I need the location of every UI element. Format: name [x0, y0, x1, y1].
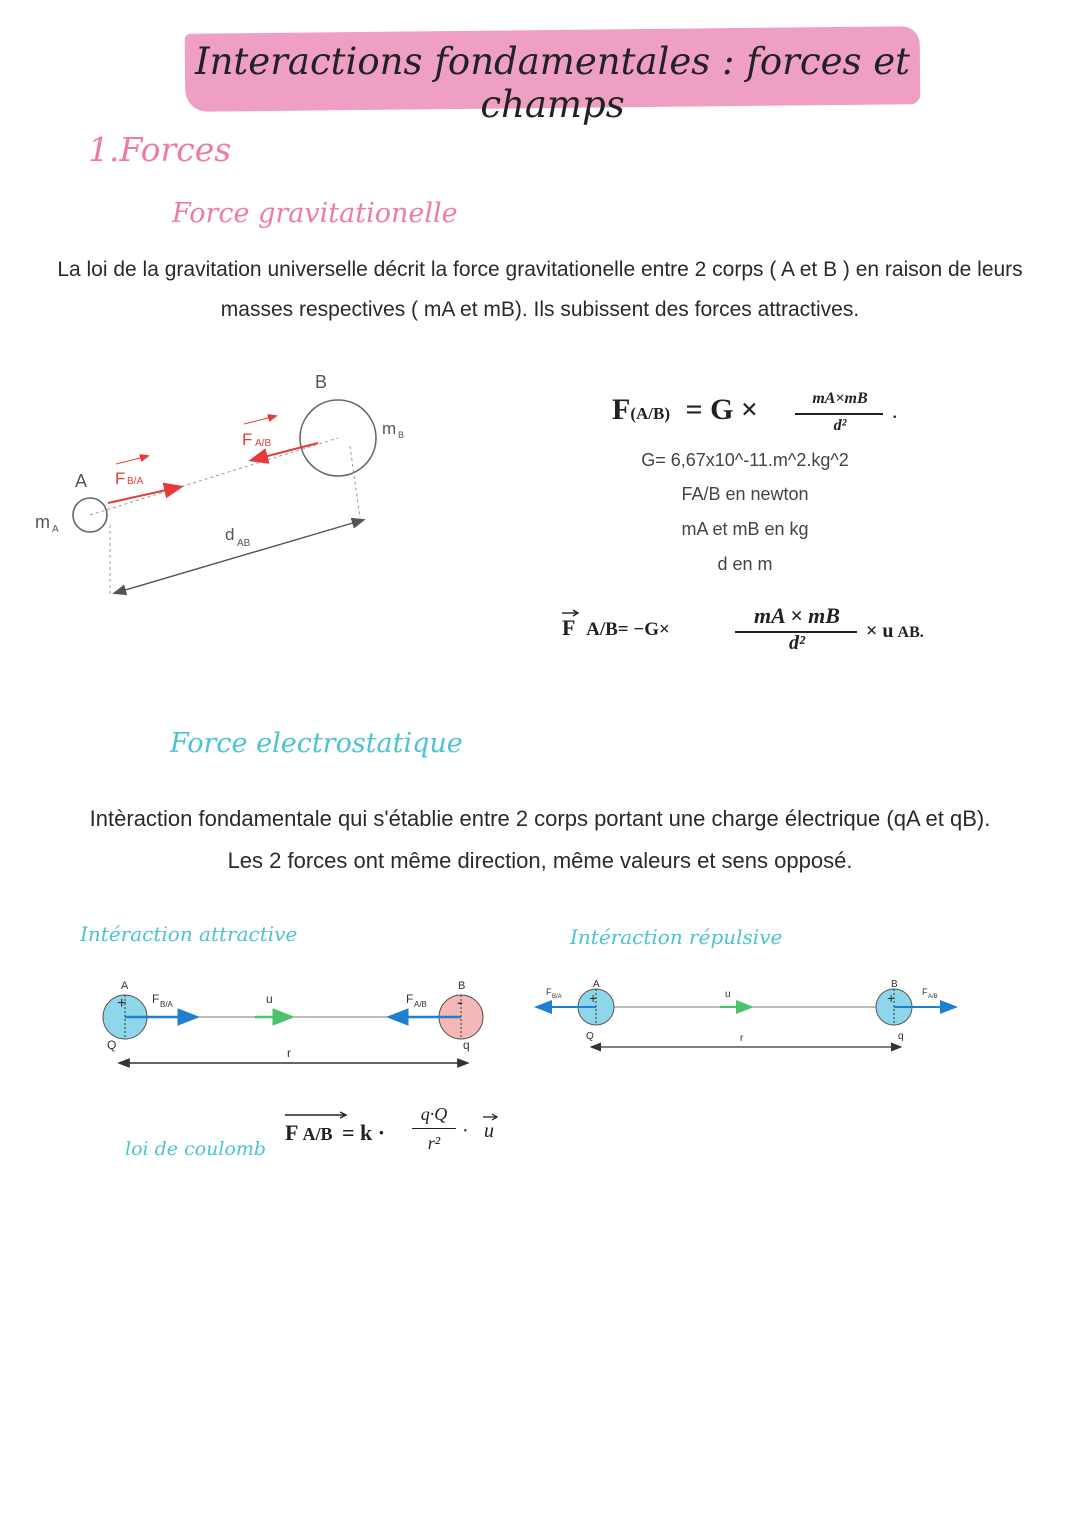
page-title: Interactions fondamentales : forces et champs	[194, 40, 910, 126]
attractive-label-FAB: F	[406, 992, 414, 1006]
vector-arrow-icon	[483, 1113, 499, 1121]
formula1-end: .	[892, 398, 898, 423]
label-F-BA: F	[115, 469, 126, 488]
gravitation-paragraph-line2: masses respectives ( mA et mB). Ils subissent des forces attractives.	[220, 298, 860, 321]
label-F-BA-sub: B/A	[127, 476, 144, 487]
attractive-label-A: A	[121, 980, 129, 992]
rep-label-FAB: F	[922, 987, 928, 997]
attractive-label-q: q	[463, 1038, 470, 1052]
label-mB: m	[382, 419, 397, 438]
vector-arrow-icon	[562, 609, 580, 617]
unit-m: mA et mB en kg	[681, 519, 809, 539]
formula2-tail: × u AB.	[866, 620, 924, 642]
attractive-label-FBA-sub: B/A	[160, 1000, 173, 1009]
rep-label-q: q	[898, 1031, 904, 1042]
gravitation-diagram	[20, 360, 450, 610]
formula2-denominator: d²	[789, 632, 805, 654]
rep-label-u: u	[725, 989, 731, 1000]
coulomb-eq: = k ·	[341, 1120, 386, 1145]
label-mA-sub: A	[52, 524, 59, 535]
coulomb-F: F	[285, 1120, 299, 1145]
label-distance-sub: AB	[237, 538, 251, 549]
vector-arrow-icon	[285, 1111, 349, 1120]
rep-label-B: B	[891, 979, 898, 990]
rep-plus-B: +	[887, 990, 896, 1006]
coulomb-denominator: r²	[427, 1133, 441, 1153]
formula1-denominator: d²	[833, 417, 847, 434]
formula1-numerator: mA×mB	[812, 390, 868, 407]
rep-label-FBA: F	[546, 987, 552, 997]
gravitation-paragraph-line1: La loi de la gravitation universelle décrit la force gravitationelle entre 2 corps ( A et B ) en raison de leurs	[57, 258, 1023, 281]
rep-label-FBA-sub: B/A	[552, 994, 562, 1000]
label-F-AB: F	[242, 430, 253, 449]
attractive-label-FAB-sub: A/B	[414, 1000, 427, 1009]
label-repulsive: Intéraction répulsive	[570, 925, 783, 949]
coulomb-u: u	[484, 1120, 494, 1143]
label-B: B	[315, 372, 328, 392]
attractive-label-u: u	[266, 992, 273, 1006]
rep-label-Q: Q	[586, 1031, 594, 1042]
rep-label-A: A	[593, 979, 600, 990]
formula1-F: F	[612, 393, 631, 426]
coulomb-lhs	[285, 1120, 385, 1146]
label-coulomb: loi de coulomb	[125, 1138, 267, 1160]
rep-label-FAB-sub: A/B	[928, 994, 938, 1000]
attractive-label-Q: Q	[107, 1038, 117, 1052]
attractive-label-FBA: F	[152, 992, 160, 1006]
force-BA-arrow	[108, 487, 180, 503]
attractive-label-B: B	[458, 980, 466, 992]
rep-plus-A: +	[589, 990, 598, 1006]
minus-sign: -	[457, 992, 463, 1012]
formula1-fraction-bar	[795, 413, 883, 415]
formula2-sub: A/B= −G×	[586, 619, 670, 640]
coulomb-dot: ·	[462, 1120, 469, 1142]
label-F-AB-sub: A/B	[255, 438, 272, 449]
formula1-sub: (A/B)	[630, 404, 670, 423]
section-heading-forces: 1.Forces	[88, 130, 232, 169]
formula1-eq: = G ×	[685, 393, 759, 426]
rep-label-r: r	[740, 1033, 744, 1044]
repulsive-diagram	[530, 975, 960, 1055]
label-mA: m	[35, 512, 50, 532]
electro-paragraph-line2: Les 2 forces ont même direction, même valeurs et sens opposé.	[227, 848, 853, 873]
distance-arrow	[115, 520, 363, 593]
unit-G: G= 6,67x10^-11.m^2.kg^2	[641, 450, 849, 470]
unit-F: FA/B en newton	[681, 484, 809, 504]
label-A: A	[75, 471, 88, 491]
formula2-numerator: mA × mB	[754, 603, 840, 628]
subheading-gravitation: Force gravitationelle	[172, 198, 458, 229]
attractive-label-r: r	[287, 1046, 291, 1060]
unit-d: d en m	[717, 554, 773, 574]
subheading-electrostatic: Force electrostatique	[170, 728, 463, 759]
coulomb-sub: A/B	[302, 1124, 333, 1144]
label-attractive: Intéraction attractive	[80, 922, 298, 946]
attractive-diagram	[95, 975, 495, 1080]
label-mB-sub: B	[398, 430, 405, 440]
label-distance: d	[225, 525, 235, 544]
coulomb-fraction-bar	[412, 1128, 456, 1129]
formula2-F: F	[562, 615, 580, 640]
electro-paragraph-line1: Intèraction fondamentale qui s'établie entre 2 corps portant une charge électrique (qA et qB).	[89, 806, 991, 831]
plus-sign: +	[117, 995, 127, 1012]
formula2-lhs	[562, 615, 670, 641]
formula1-lhs	[612, 393, 758, 427]
coulomb-numerator: q·Q	[420, 1104, 448, 1124]
